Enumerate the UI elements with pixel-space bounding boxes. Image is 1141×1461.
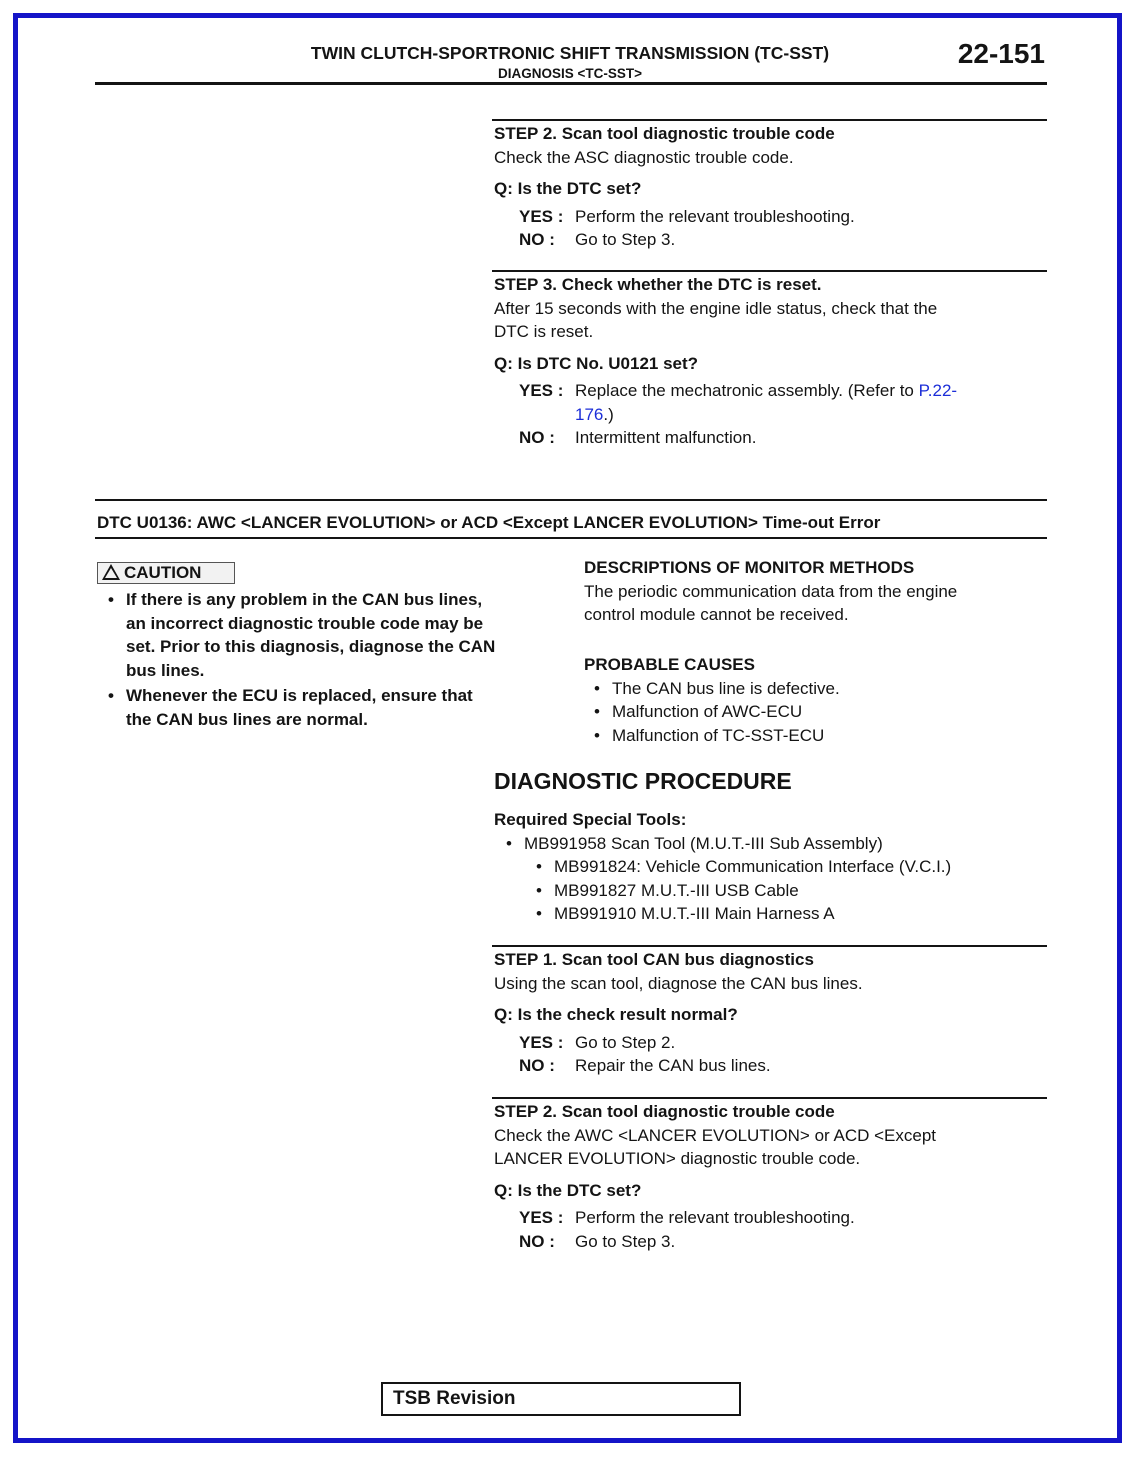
bottom-step2	[494, 1100, 1049, 1253]
step-text-line1: Check the AWC <LANCER EVOLUTION> or ACD <Except	[494, 1125, 936, 1145]
cause-item: • The CAN bus line is defective.	[590, 677, 1044, 701]
step-text: Check the ASC diagnostic trouble code.	[494, 147, 794, 167]
monitor-line1: The periodic communication data from the engine	[584, 581, 958, 601]
yes-label: YES :	[519, 1208, 564, 1227]
page-number: 22-151	[957, 38, 1045, 69]
monitor-section	[584, 556, 1044, 627]
step-text-line2: LANCER EVOLUTION> diagnostic trouble code.	[494, 1149, 861, 1168]
no-text: Intermittent malfunction.	[575, 428, 757, 447]
dtc-rule-bottom	[95, 537, 1047, 539]
caution-list	[104, 588, 564, 731]
yes-label: YES :	[519, 206, 564, 226]
top-step2	[494, 122, 1049, 252]
step-title: STEP 2. Scan tool diagnostic trouble code	[494, 124, 835, 143]
no-label: NO :	[519, 230, 555, 249]
header-subtitle: DIAGNOSIS <TC-SST>	[497, 66, 643, 81]
monitor-heading: DESCRIPTIONS OF MONITOR METHODS	[584, 558, 915, 577]
dtc-rule-top	[95, 499, 1047, 501]
monitor-line2: control module cannot be received.	[584, 605, 849, 624]
caution-item: • Whenever the ECU is replaced, ensure that the CAN bus lines are normal.	[104, 684, 564, 731]
caution-text: CAUTION	[124, 563, 202, 582]
tools-section	[494, 808, 1049, 926]
no-label: NO :	[519, 1056, 555, 1075]
caution-label	[97, 562, 235, 584]
tools-heading: Required Special Tools:	[494, 810, 687, 829]
step-question: Q: Is the check result normal?	[494, 1005, 738, 1024]
yes-text: Perform the relevant troubleshooting.	[575, 206, 855, 226]
step-title: STEP 3. Check whether the DTC is reset.	[494, 275, 822, 294]
no-text: Repair the CAN bus lines.	[575, 1056, 771, 1075]
tsb-revision-box: TSB Revision	[381, 1382, 741, 1416]
no-text: Go to Step 3.	[575, 230, 676, 249]
step-rule	[492, 270, 1047, 272]
header-rule	[95, 82, 1047, 85]
step-text-line1: After 15 seconds with the engine idle status, check that the	[494, 298, 938, 318]
step-question: Q: Is the DTC set?	[494, 179, 642, 198]
warning-triangle-icon	[102, 564, 120, 580]
step-rule	[492, 119, 1047, 121]
cause-item: • Malfunction of TC-SST-ECU	[590, 724, 1044, 748]
page-link-cont[interactable]: 176	[575, 404, 604, 424]
causes-heading: PROBABLE CAUSES	[584, 655, 755, 674]
tool-sub-item: • MB991827 M.U.T.-III USB Cable	[532, 879, 1049, 903]
yes-label: YES :	[519, 381, 564, 400]
step-title: STEP 1. Scan tool CAN bus diagnostics	[494, 950, 814, 969]
yes-label: YES :	[519, 1032, 564, 1052]
tool-sub-item: • MB991824: Vehicle Communication Interface (V.C.I.)	[532, 855, 1049, 879]
dtc-heading: DTC U0136: AWC <LANCER EVOLUTION> or ACD <Except LANCER EVOLUTION> Time-out Error	[97, 513, 881, 532]
no-text: Go to Step 3.	[575, 1231, 676, 1251]
step-question: Q: Is the DTC set?	[494, 1180, 642, 1200]
procedure-heading: DIAGNOSTIC PROCEDURE	[494, 768, 792, 794]
bottom-step1	[494, 948, 1049, 1078]
yes-text: Go to Step 2.	[575, 1032, 676, 1052]
yes-text-end: .)	[603, 404, 614, 424]
step-question: Q: Is DTC No. U0121 set?	[494, 353, 699, 373]
header-title: TWIN CLUTCH-SPORTRONIC SHIFT TRANSMISSION (TC-SST)	[310, 43, 830, 63]
step-rule	[492, 945, 1047, 947]
no-label: NO :	[519, 428, 555, 447]
yes-text: Replace the mechatronic assembly. (Refer to	[575, 381, 919, 400]
step-title: STEP 2. Scan tool diagnostic trouble code	[494, 1102, 835, 1121]
cause-item: • Malfunction of AWC-ECU	[590, 700, 1044, 724]
caution-item: • If there is any problem in the CAN bus lines, an incorrect diagnostic trouble code may be set. Prior to this diagnosis, diagnose the CAN bus lines.	[104, 588, 564, 682]
no-label: NO :	[519, 1231, 555, 1251]
yes-text: Perform the relevant troubleshooting.	[575, 1208, 855, 1227]
tool-item: • MB991958 Scan Tool (M.U.T.-III Sub Assembly)	[502, 832, 1049, 856]
causes-section	[584, 653, 1044, 747]
top-step3	[494, 273, 1049, 450]
step-text-line2: DTC is reset.	[494, 322, 594, 341]
page-link[interactable]: P.22-	[918, 381, 958, 400]
tool-sub-item: • MB991910 M.U.T.-III Main Harness A	[532, 902, 1049, 926]
step-rule	[492, 1097, 1047, 1099]
step-text: Using the scan tool, diagnose the CAN bus lines.	[494, 973, 863, 993]
